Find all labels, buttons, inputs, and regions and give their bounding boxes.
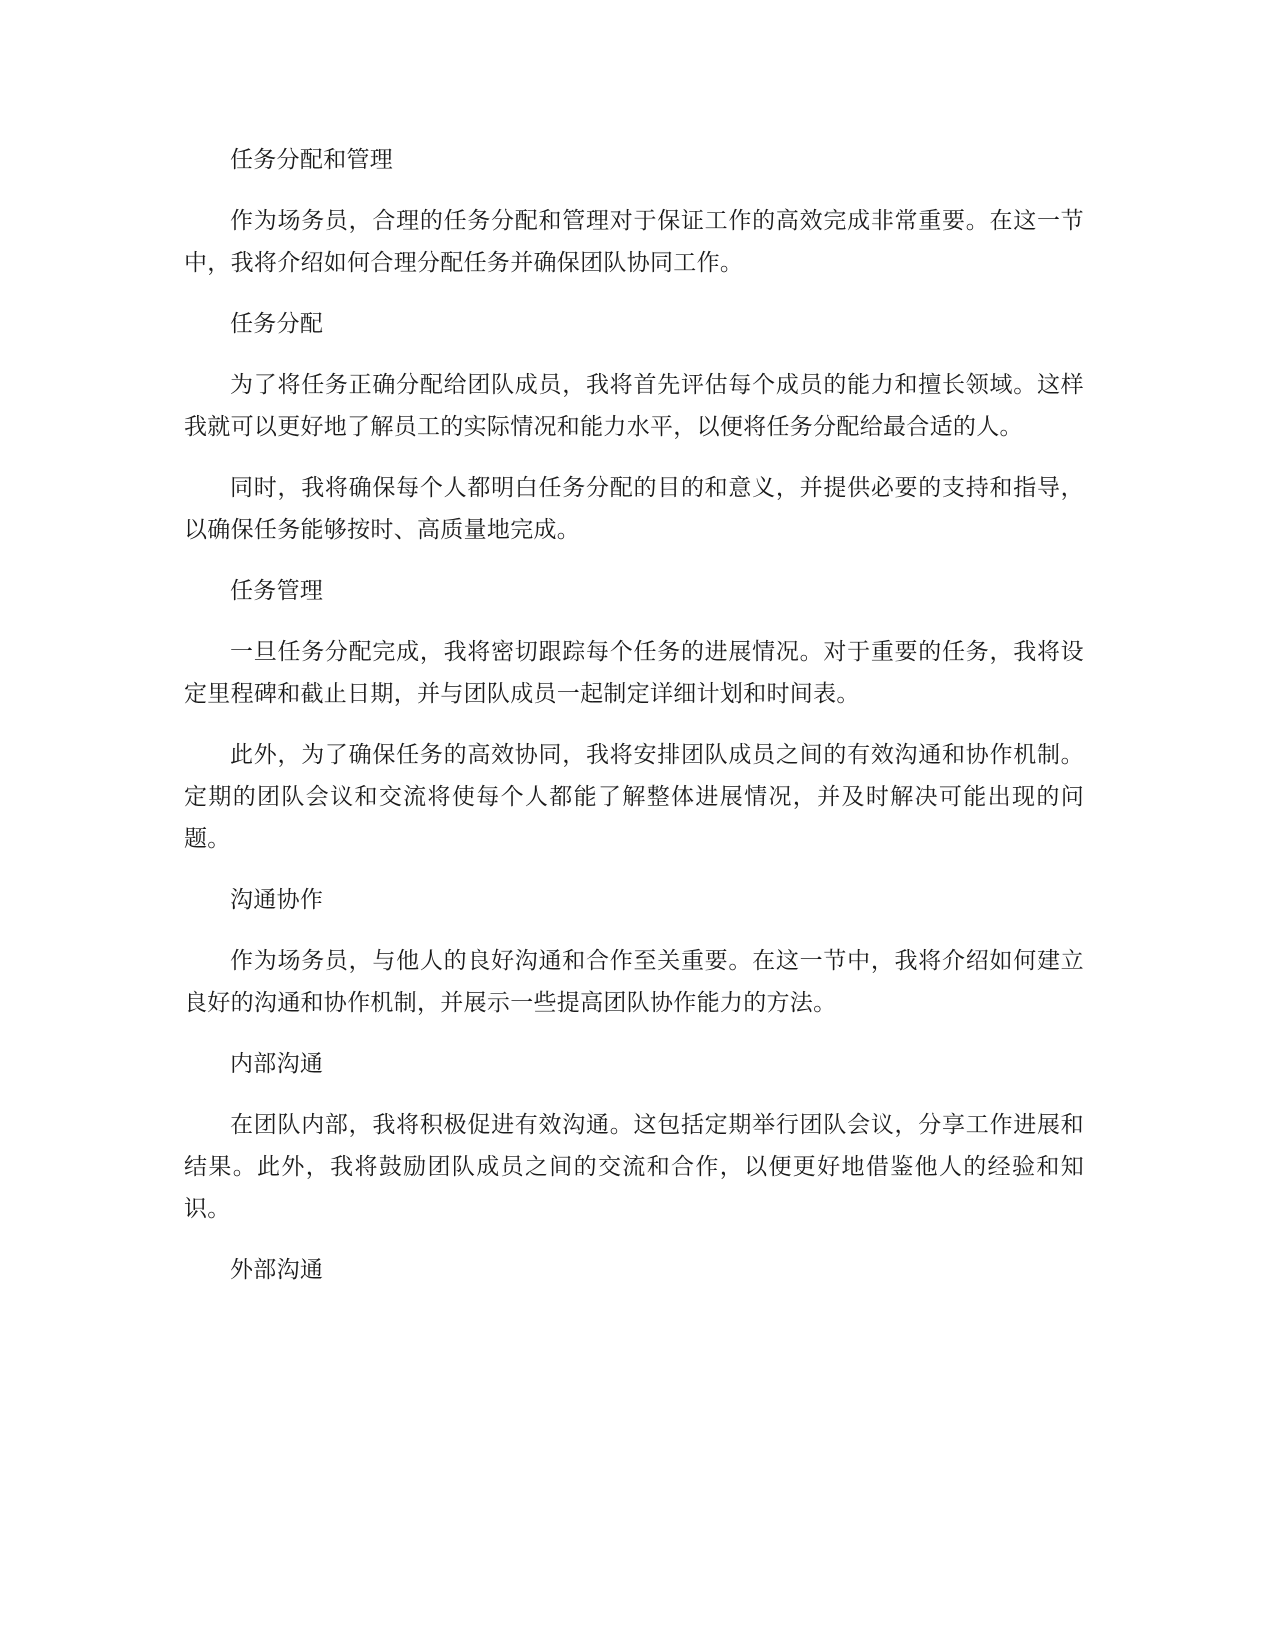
section-heading-communication: 沟通协作 (230, 887, 324, 913)
section-heading-task-management: 任务管理 (230, 578, 324, 604)
section-heading-task-allocation-management: 任务分配和管理 (230, 147, 394, 173)
section-heading-external-communication: 外部沟通 (230, 1257, 324, 1283)
paragraph-intro: 作为场务员，合理的任务分配和管理对于保证工作的高效完成非常重要。在这一节中，我将介绍如何合理分配任务并确保团队协同工作。 (184, 208, 1084, 276)
section-heading-internal-communication: 内部沟通 (230, 1051, 324, 1077)
paragraph-communication-intro: 作为场务员，与他人的良好沟通和合作至关重要。在这一节中，我将介绍如何建立良好的沟通和协作机制，并展示一些提高团队协作能力的方法。 (184, 948, 1084, 1016)
paragraph-track-progress: 一旦任务分配完成，我将密切跟踪每个任务的进展情况。对于重要的任务，我将设定里程碑和截止日期，并与团队成员一起制定详细计划和时间表。 (184, 639, 1084, 707)
document-body (184, 139, 1084, 1310)
paragraph-internal-communication: 在团队内部，我将积极促进有效沟通。这包括定期举行团队会议，分享工作进展和结果。此外，我将鼓励团队成员之间的交流和合作，以便更好地借鉴他人的经验和知识。 (184, 1112, 1084, 1222)
section-heading-task-allocation: 任务分配 (230, 311, 324, 337)
paragraph-collaboration-mechanism: 此外，为了确保任务的高效协同，我将安排团队成员之间的有效沟通和协作机制。定期的团队会议和交流将使每个人都能了解整体进展情况，并及时解决可能出现的问题。 (184, 742, 1084, 852)
paragraph-support-guidance: 同时，我将确保每个人都明白任务分配的目的和意义，并提供必要的支持和指导，以确保任务能够按时、高质量地完成。 (184, 475, 1084, 543)
paragraph-assess-members: 为了将任务正确分配给团队成员，我将首先评估每个成员的能力和擅长领域。这样我就可以更好地了解员工的实际情况和能力水平，以便将任务分配给最合适的人。 (184, 372, 1084, 440)
